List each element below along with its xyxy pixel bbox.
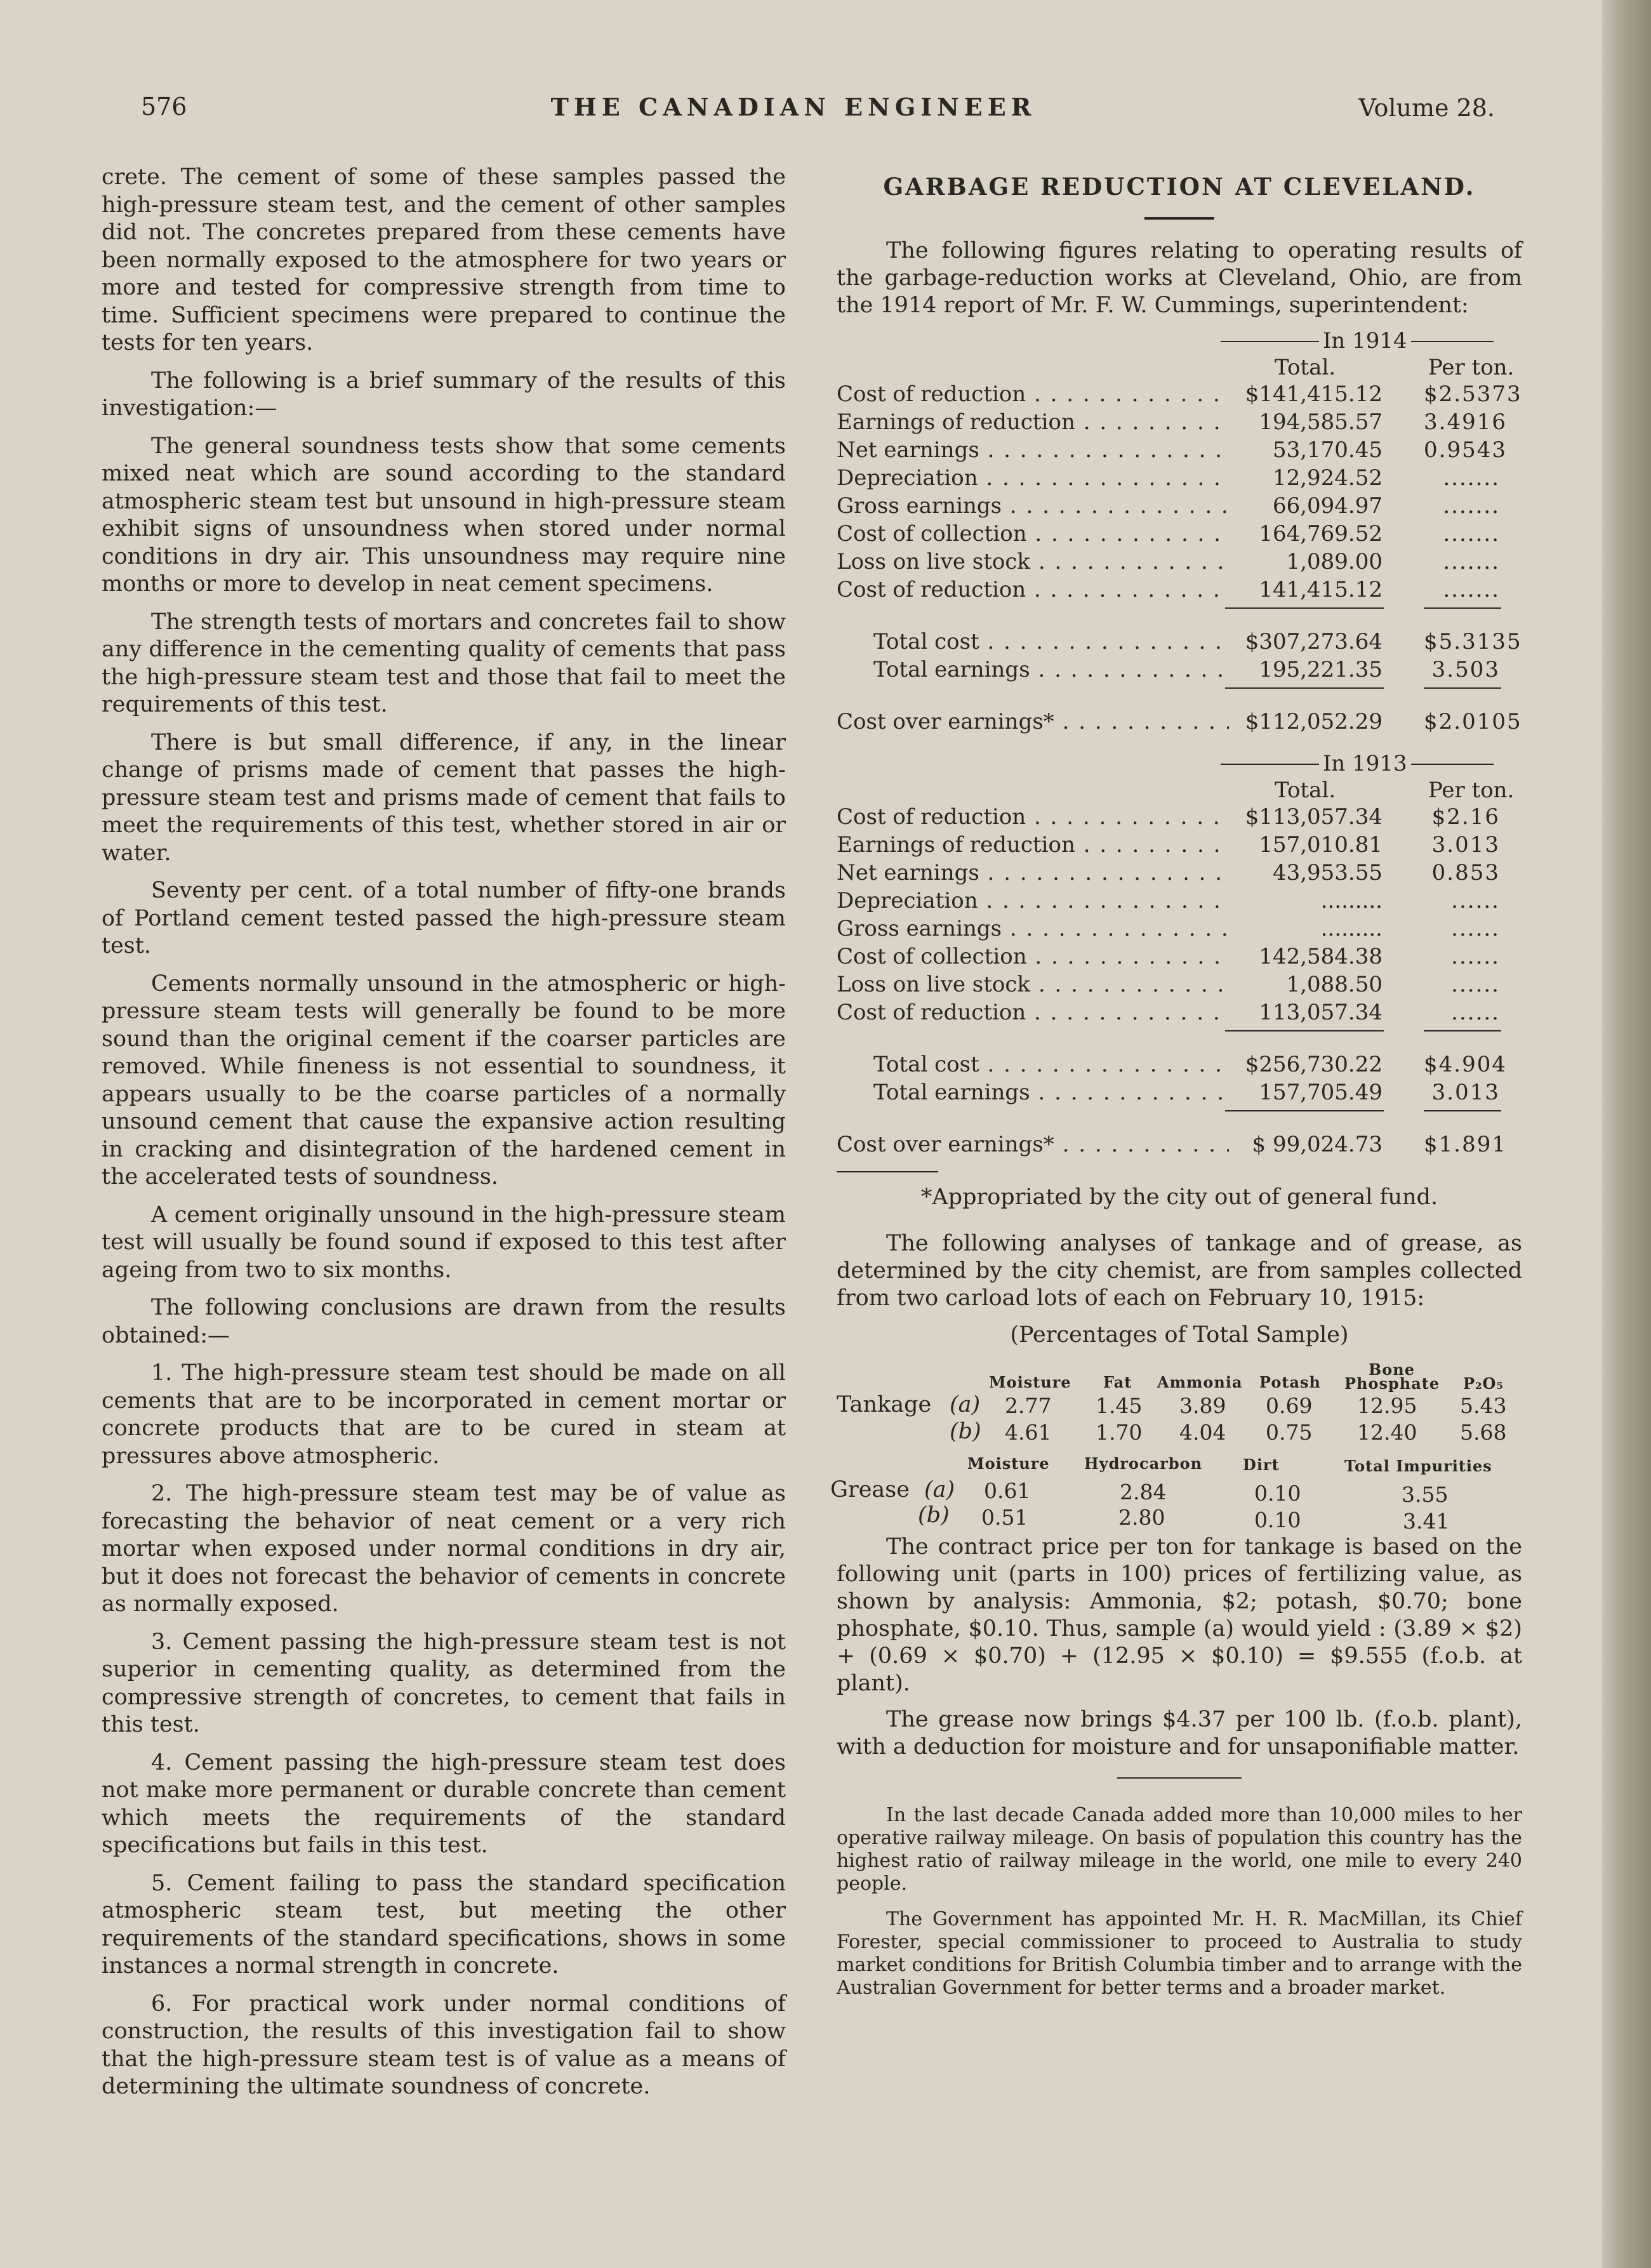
row-total: $113,057.34: [1245, 804, 1382, 830]
conclusion-item: 3. Cement passing the high-pressure steam test is not superior in cementing quality, as determined from the compressive strength of concretes, to cement that fails in this test.: [102, 1629, 786, 1737]
paragraph: A cement originally unsound in the high-pressure steam test will usually be found sound if exposed to this test after ageing from two to six months.: [102, 1202, 786, 1283]
col-fat: Fat: [1103, 1373, 1132, 1391]
row-total: 194,585.57: [1259, 409, 1382, 435]
col-total-impurities: Total Impurities: [1344, 1457, 1492, 1475]
paragraph: The general soundness tests show that some cements mixed neat which are sound according to the standard atmospheric steam test but unsound in high-pressure steam exhibit signs of unsoundness when stored under normal conditions in dry air. This unsoundness may require nine months or more to develop in neat cement specimens.: [102, 433, 786, 597]
col-phosphate: Phosphate: [1344, 1374, 1440, 1393]
table-row: [837, 548, 1522, 576]
row-total: 1,089.00: [1286, 549, 1382, 574]
table-row: [837, 1078, 1522, 1106]
row-label: Cost of collection . . .: [837, 520, 1229, 548]
row-per-ton: $1.891: [1424, 1132, 1507, 1157]
footnote-rule: [837, 1171, 938, 1172]
row-label: Cost of reduction . . .: [837, 998, 1229, 1026]
row-total: 43,953.55: [1272, 860, 1382, 885]
page-number: 576: [141, 93, 187, 121]
table-rule: [837, 684, 1522, 694]
row-total: 157,705.49: [1259, 1080, 1382, 1105]
conclusion-item: 4. Cement passing the high-pressure steam test does not make more permanent or durable concrete than cement which meets the requirements of the standard specifications but fails in this test.: [102, 1749, 786, 1858]
row-per-ton: .......: [1443, 577, 1500, 602]
row-label: Depreciation . . .: [837, 887, 1229, 915]
intro-paragraph: The following figures relating to operating results of the garbage-reduction works at Cleveland, Ohio, are from the 1914 report of Mr. F. W. Cummings, superintendent:: [837, 238, 1522, 318]
table-row: [837, 1131, 1522, 1158]
row-total: $256,730.22: [1245, 1052, 1382, 1077]
table-row: [837, 576, 1522, 604]
col-potash: Potash: [1259, 1373, 1322, 1391]
footnote: *Appropriated by the city out of general fund.: [920, 1184, 1438, 1210]
row-per-ton: ......: [1451, 944, 1500, 969]
row-label: Total cost . . .: [873, 628, 1229, 656]
conclusion-item: 6. For practical work under normal conditions of construction, the results of this investigation fail to show that the high-pressure steam test is of value as a means of determining the ultimate soundness of concrete.: [102, 1991, 786, 2099]
row-per-ton: $4.904: [1424, 1052, 1507, 1077]
row-per-ton: .......: [1443, 493, 1500, 519]
row-label: Cost of reduction . . .: [837, 576, 1229, 604]
table-row: [837, 464, 1522, 492]
row-per-ton: .......: [1443, 521, 1500, 547]
conclusion-item: 2. The high-pressure steam test may be of value as forecasting the behavior of neat cement or a very rich mortar when exposed under normal conditions in dry air, but it does not forecast the behavior of cements in concrete as normally exposed.: [102, 1481, 786, 1617]
row-total: 1,088.50: [1286, 972, 1382, 997]
row-per-ton: $2.0105: [1424, 709, 1522, 734]
section-rule: [1117, 1777, 1242, 1779]
row-per-ton: $2.5373: [1424, 381, 1522, 407]
financial-table-1913: [837, 751, 1522, 1158]
row-per-ton: $5.3135: [1424, 629, 1522, 654]
table-row: [837, 859, 1522, 887]
row-per-ton: 3.503: [1431, 657, 1500, 682]
column-headers: Total. Per ton.: [1275, 778, 1515, 803]
table-row: [837, 998, 1522, 1026]
table-rule: [837, 1106, 1522, 1117]
table-row: [837, 887, 1522, 915]
table-row: [837, 380, 1522, 408]
row-label: Loss on live stock . . .: [837, 971, 1229, 998]
table-row: [837, 803, 1522, 831]
table-row: [837, 971, 1522, 998]
row-label: Cost of reduction . . .: [837, 380, 1229, 408]
heading-rule: [1144, 217, 1214, 220]
left-column: [102, 164, 786, 2111]
paragraph: The strength tests of mortars and concretes fail to show any difference in the cementing quality of cements that pass the high-pressure steam test and those that fail to meet the requirements of this test.: [102, 609, 786, 717]
table-row: [837, 831, 1522, 859]
row-total: 113,057.34: [1259, 1000, 1382, 1025]
table-row: [837, 708, 1522, 736]
table-row: [837, 492, 1522, 520]
row-total: 195,221.35: [1259, 657, 1382, 682]
row-per-ton: ......: [1451, 888, 1500, 913]
year-heading: In 1913: [837, 751, 1522, 778]
row-per-ton: .......: [1443, 465, 1500, 491]
news-notes: [837, 1804, 1522, 1999]
table-row: [837, 1051, 1522, 1078]
table-row: [837, 408, 1522, 436]
col-moisture: Moisture: [967, 1454, 1050, 1473]
row-per-ton: ......: [1451, 916, 1500, 941]
table-rule: [837, 1026, 1522, 1037]
row-label: Cost of collection . . .: [837, 943, 1229, 971]
row-total: $307,273.64: [1245, 629, 1382, 654]
article-heading: GARBAGE REDUCTION AT CLEVELAND.: [883, 173, 1476, 201]
note-railway: In the last decade Canada added more than 10,000 miles to her operative railway mileage. On basis of population this country has the highest ratio of railway mileage in the world, one mile to every 240 people.: [837, 1804, 1522, 1895]
row-per-ton: ......: [1451, 972, 1500, 997]
paragraph: crete. The cement of some of these samples passed the high-pressure steam test, and the cement of other samples did not. The concretes prepared from these cements have been normally exposed to the atmosphere for two years or more and tested for compressive strength from time to time. Sufficient specimens were prepared to continue the tests for ten years.: [102, 164, 786, 355]
row-total: 157,010.81: [1259, 832, 1382, 858]
row-per-ton: $2.16: [1431, 804, 1500, 830]
paragraph: Seventy per cent. of a total number of fifty-one brands of Portland cement tested passed the high-pressure steam test.: [102, 878, 786, 958]
table-row: [837, 520, 1522, 548]
paragraph: The following conclusions are drawn from the results obtained:—: [102, 1295, 786, 1348]
col-dirt: Dirt: [1243, 1456, 1280, 1474]
row-total: 164,769.52: [1259, 521, 1382, 547]
row-total: 141,415.12: [1259, 577, 1382, 602]
journal-title: THE CANADIAN ENGINEER: [550, 93, 1037, 121]
row-total: .........: [1320, 916, 1382, 941]
price-paragraph: The contract price per ton for tankage is based on the following unit (parts in 100) prices of fertilizing value, as shown by analysis: Ammonia, $2; potash, $0.70; bone phosphate, $0.10. Thus, sample (a) would yield : (3.89 × $2) + (0.69 × $0.70) + (12.95 × $0.10) = $9.555 (f.o.b. at plant).: [837, 1534, 1522, 1696]
row-label: Net earnings . . .: [837, 859, 1229, 887]
analyses-table: Moisture Fat Ammonia Potash Bone Phosphate P₂O₅ Tankage (a) 2.77 1.45 3.89 0.69 12.95 5.43 (b) 4.61 1.70 4.04 0.75 12.40 5.68 Moisture Hydrocarbon Dirt Total Impurities Grease (a) 0.61 2.84 0.10 3.55 (b) 0.51 2.80 0.10 3.41: [830, 1360, 1507, 1534]
table-row: [837, 656, 1522, 684]
paragraph: There is but small difference, if any, in the linear change of prisms made of cement that passes the high-pressure steam test and prisms made of cement that fails to meet the requirements of this test, whether stored in air or water.: [102, 729, 786, 866]
conclusion-item: 1. The high-pressure steam test should be made on all cements that are to be incorporated in cement mortar or concrete products that are to be cured in steam at pressures above atmospheric.: [102, 1360, 786, 1469]
row-label: Loss on live stock . . .: [837, 548, 1229, 576]
volume-label: Volume 28.: [1358, 94, 1495, 122]
row-total: 53,170.45: [1272, 437, 1382, 463]
row-label: Depreciation . . .: [837, 464, 1229, 492]
row-per-ton: .......: [1443, 549, 1500, 574]
row-total: $ 99,024.73: [1252, 1132, 1382, 1157]
table-row: [837, 915, 1522, 943]
paragraph: Cements normally unsound in the atmospheric or high-pressure steam tests will generally be found to be more sound than the original cement if the coarser particles are removed. While fineness is not essential to soundness, it appears usually to be the coarse particles of a normally unsound cement that cause the expansive action resulting in cracking and disintegration of the hardened cement in the accelerated tests of soundness.: [102, 971, 786, 1190]
row-label: Cost of reduction . . .: [837, 803, 1229, 831]
row-label: Total earnings . . .: [873, 1078, 1229, 1106]
row-per-ton: 0.853: [1431, 860, 1500, 885]
financial-table-1914: [837, 328, 1522, 736]
row-label: Earnings of reduction . . .: [837, 408, 1229, 436]
table-row: [837, 943, 1522, 971]
row-label: Earnings of reduction . . .: [837, 831, 1229, 859]
row-total: 142,584.38: [1259, 944, 1382, 969]
paragraph: The following is a brief summary of the results of this investigation:—: [102, 368, 786, 421]
row-per-ton: 3.013: [1431, 1080, 1500, 1105]
row-label: Gross earnings . . .: [837, 492, 1229, 520]
row-per-ton: 3.4916: [1424, 409, 1507, 435]
note-macmillan: The Government has appointed Mr. H. R. MacMillan, its Chief Forester, special commissioner to proceed to Australia to study market conditions for British Columbia timber and to arrange with the Australian Government for better terms and a broader market.: [837, 1908, 1522, 1999]
row-total: 66,094.97: [1272, 493, 1382, 519]
col-hydrocarbon: Hydrocarbon: [1084, 1454, 1203, 1473]
column-headers: Total. Per ton.: [1275, 355, 1515, 380]
grease-label: Grease: [830, 1477, 910, 1502]
analyses-caption: (Percentages of Total Sample): [1010, 1322, 1349, 1348]
row-label: Gross earnings . . .: [837, 915, 1229, 943]
col-p2o5: P₂O₅: [1463, 1374, 1504, 1393]
row-per-ton: ......: [1451, 1000, 1500, 1025]
row-per-ton: 0.9543: [1424, 437, 1507, 463]
table-row: [837, 436, 1522, 464]
page-header: [0, 93, 1587, 131]
row-label: Net earnings . . .: [837, 436, 1229, 464]
row-total: .........: [1320, 888, 1382, 913]
col-moisture: Moisture: [989, 1373, 1071, 1391]
tankage-label: Tankage: [837, 1392, 932, 1417]
right-column: [830, 164, 1522, 2012]
col-bone: Bone: [1369, 1360, 1416, 1379]
row-total: $112,052.29: [1245, 709, 1382, 734]
col-ammonia: Ammonia: [1157, 1373, 1243, 1391]
conclusion-item: 5. Cement failing to pass the standard specification atmospheric steam test, but meeting the other requirements of the standard specifications, shows in some instances a normal strength in concrete.: [102, 1870, 786, 1979]
table-row: [837, 628, 1522, 656]
row-per-ton: 3.013: [1431, 832, 1500, 858]
row-label: Cost over earnings* . . .: [837, 708, 1229, 736]
row-total: $141,415.12: [1245, 381, 1382, 407]
grease-paragraph: The grease now brings $4.37 per 100 lb. (f.o.b. plant), with a deduction for moisture and for unsaponifiable matter.: [837, 1707, 1522, 1760]
year-heading: In 1914: [837, 328, 1522, 355]
row-label: Cost over earnings* . . .: [837, 1131, 1229, 1158]
table-rule: [837, 604, 1522, 614]
analyses-intro: The following analyses of tankage and of grease, as determined by the city chemist, are from samples collected from two carload lots of each on February 10, 1915:: [837, 1231, 1522, 1311]
row-total: 12,924.52: [1272, 465, 1382, 491]
binding-gutter: [1601, 0, 1651, 2268]
row-label: Total cost . . .: [873, 1051, 1229, 1078]
row-label: Total earnings . . .: [873, 656, 1229, 684]
